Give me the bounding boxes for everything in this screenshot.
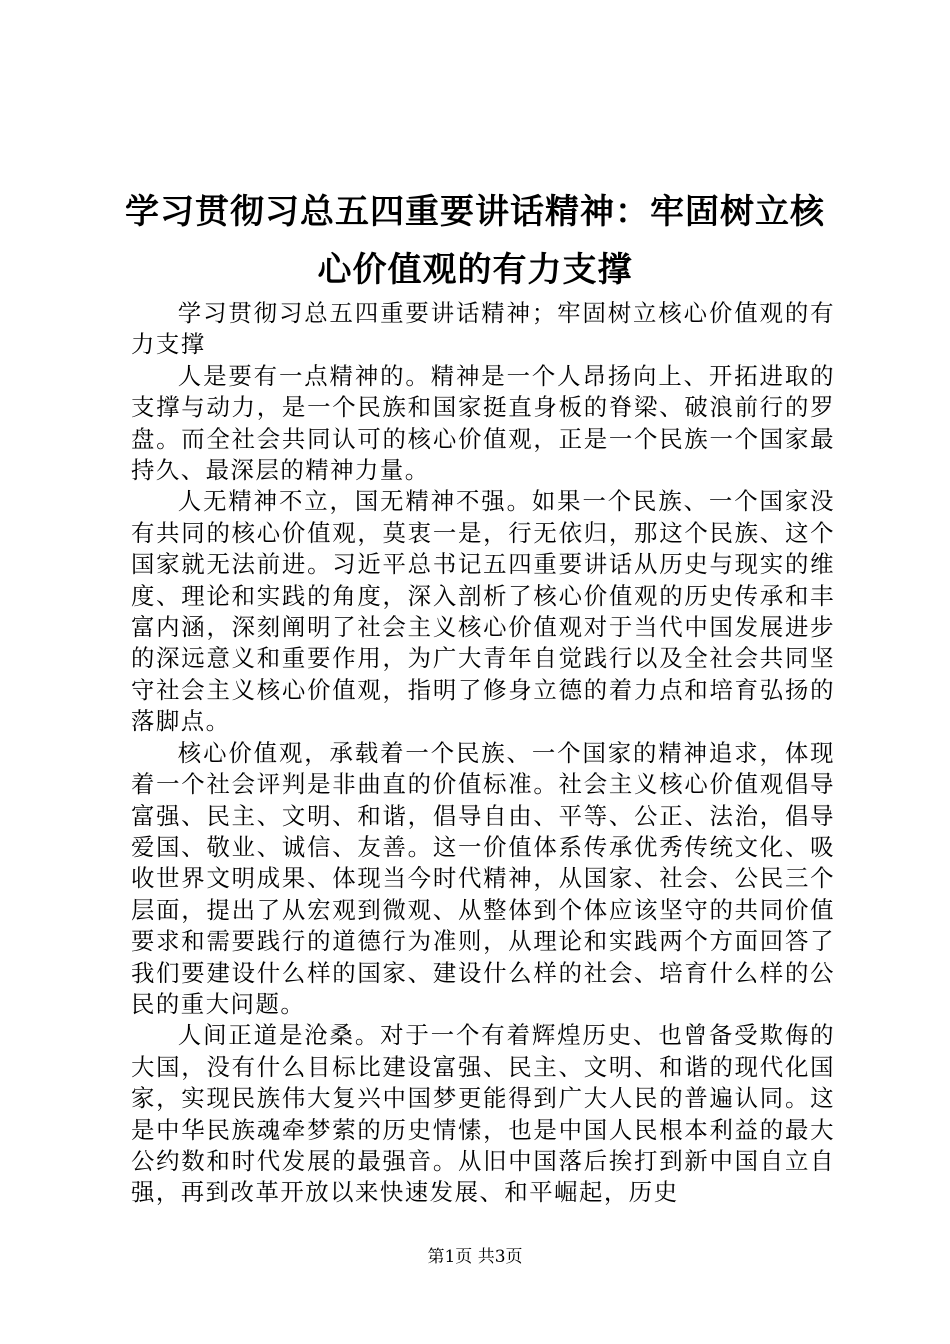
paragraph: 人无精神不立，国无精神不强。如果一个民族、一个国家没有共同的核心价值观，莫衷一是，行无依归，那这个民族、这个国家就无法前进。习近平总书记五四重要讲话从历史与现实的维度、理论和实践的角度，深入剖析了核心价值观的历史传承和丰富内涵，深刻阐明了社会主义核心价值观对于当代中国发展进步的深远意义和重要作用，为广大青年自觉践行以及全社会共同坚守社会主义核心价值观，指明了修身立德的着力点和培育弘扬的落脚点。: [131, 487, 835, 736]
paragraph: 核心价值观，承载着一个民族、一个国家的精神追求，体现着一个社会评判是非曲直的价值标准。社会主义核心价值观倡导富强、民主、文明、和谐，倡导自由、平等、公正、法治，倡导爱国、敬业、诚信、友善。这一价值体系传承优秀传统文化、吸收世界文明成果、体现当今时代精神，从国家、社会、公民三个层面，提出了从宏观到微观、从整体到个体应该坚守的共同价值要求和需要践行的道德行为准则，从理论和实践两个方面回答了我们要建设什么样的国家、建设什么样的社会、培育什么样的公民的重大问题。: [131, 738, 835, 1018]
document-title: 学习贯彻习总五四重要讲话精神：牢固树立核心价值观的有力支撑: [125, 192, 825, 290]
paragraph: 学习贯彻习总五四重要讲话精神；牢固树立核心价值观的有力支撑: [131, 299, 835, 359]
page-footer: 第1页 共3页: [427, 1247, 523, 1267]
document-body: [131, 298, 835, 1209]
paragraph: 人是要有一点精神的。精神是一个人昂扬向上、开拓进取的支撑与动力，是一个民族和国家挺直身板的脊梁、破浪前行的罗盘。而全社会共同认可的核心价值观，正是一个民族一个国家最持久、最深层的精神力量。: [131, 361, 835, 485]
paragraph: 人间正道是沧桑。对于一个有着辉煌历史、也曾备受欺侮的大国，没有什么目标比建设富强、民主、文明、和谐的现代化国家，实现民族伟大复兴中国梦更能得到广大人民的普遍认同。这是中华民族魂牵梦萦的历史情愫，也是中国人民根本利益的最大公约数和时代发展的最强音。从旧中国落后挨打到新中国自立自强，再到改革开放以来快速发展、和平崛起，历史: [131, 1021, 835, 1207]
